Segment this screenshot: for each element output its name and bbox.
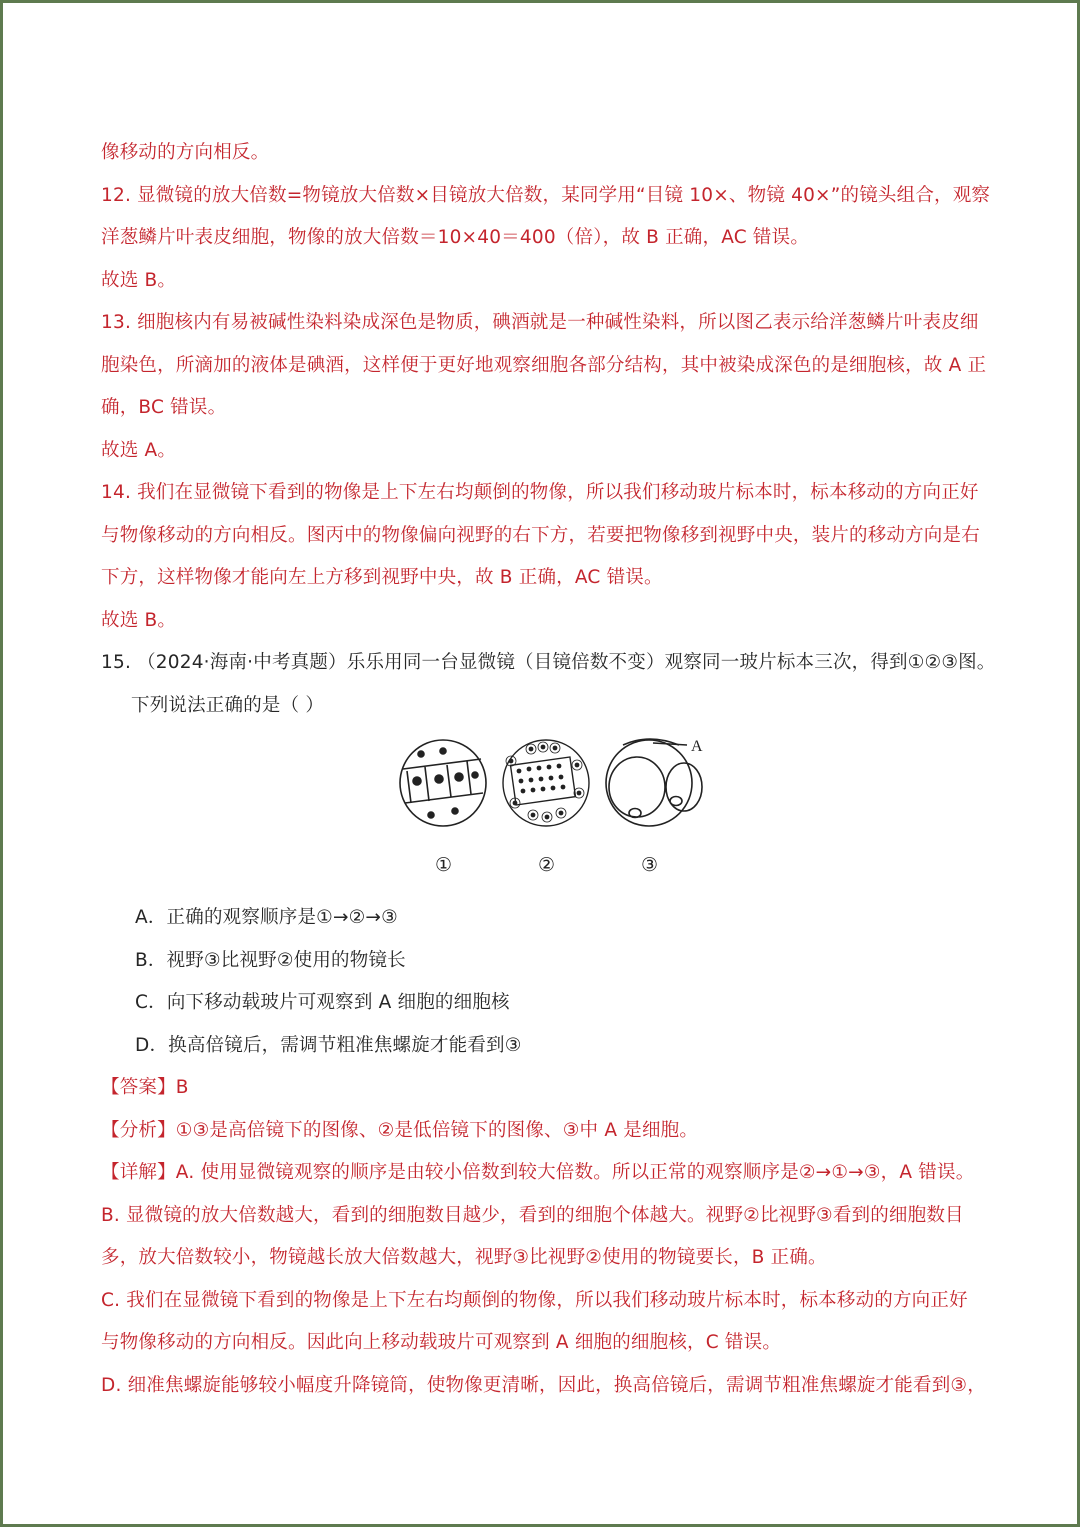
text-line: 故选 A。 — [101, 439, 177, 461]
detail-line: C. 我们在显微镜下看到的物像是上下左右均颠倒的物像，所以我们移动玻片标本时，标本移动的方向正好 — [101, 1289, 968, 1311]
view-3-circle — [606, 739, 702, 826]
question-15-prompt: 下列说法正确的是（ ） — [131, 694, 325, 716]
view-2-circle — [503, 740, 589, 826]
detail-line: B. 显微镜的放大倍数越大，看到的细胞数目越少，看到的细胞个体越大。视野②比视野③看到的细胞数目 — [101, 1204, 964, 1226]
text-line: 故选 B。 — [101, 269, 177, 291]
view-1-circle — [400, 740, 486, 826]
question-15-stem: 15. （2024·海南·中考真题）乐乐用同一台显微镜（目镜倍数不变）观察同一玻片标本三次，得到①②③图。 — [101, 652, 996, 673]
option-d: D．换高倍镜后，需调节粗准焦螺旋才能看到③ — [135, 1034, 522, 1056]
detail-line: 多，放大倍数较小，物镜越长放大倍数越大，视野③比视野②使用的物镜要长，B 正确。 — [101, 1247, 827, 1268]
detail-line: 【详解】A. 使用显微镜观察的顺序是由较小倍数到较大倍数。所以正常的观察顺序是②→①→③，A 错误。 — [101, 1162, 975, 1183]
text-line: 像移动的方向相反。 — [101, 142, 270, 163]
fig-label-1: ① — [435, 854, 453, 876]
text-line: 13. 细胞核内有易被碱性染料染成深色是物质，碘酒就是一种碱性染料，所以图乙表示给洋葱鳞片叶表皮细 — [101, 312, 979, 333]
option-a: A．正确的观察顺序是①→②→③ — [135, 907, 398, 928]
detail-line: D. 细准焦螺旋能够较小幅度升降镜筒，使物像更清晰，因此，换高倍镜后，需调节粗准焦螺旋才能看到③， — [101, 1374, 986, 1396]
option-b: B．视野③比视野②使用的物镜长 — [135, 949, 406, 971]
answer-line: 【答案】B — [101, 1077, 189, 1098]
text-line: 14. 我们在显微镜下看到的物像是上下左右均颠倒的物像，所以我们移动玻片标本时，标本移动的方向正好 — [101, 482, 979, 503]
option-c: C．向下移动载玻片可观察到 A 细胞的细胞核 — [135, 992, 510, 1013]
fig-label-3: ③ — [641, 854, 659, 876]
text-line: 12. 显微镜的放大倍数=物镜放大倍数×目镜放大倍数，某同学用“目镜 10×、物镜 40×”的镜头组合，观察 — [101, 184, 991, 206]
text-line: 下方，这样物像才能向左上方移到视野中央，故 B 正确，AC 错误。 — [101, 567, 663, 588]
text-line: 胞染色，所滴加的液体是碘酒，这样便于更好地观察细胞各部分结构，其中被染成深色的是细胞核，故 A 正 — [101, 354, 987, 376]
text-line: 故选 B。 — [101, 609, 177, 631]
microscope-views-svg — [391, 731, 721, 891]
detail-line: 与物像移动的方向相反。因此向上移动载玻片可观察到 A 细胞的细胞核，C 错误。 — [101, 1332, 782, 1353]
analysis-line: 【分析】①③是高倍镜下的图像、②是低倍镜下的图像、③中 A 是细胞。 — [101, 1119, 699, 1141]
fig-label-a: A — [691, 738, 703, 755]
text-line: 与物像移动的方向相反。图丙中的物像偏向视野的右下方，若要把物像移到视野中央，装片的移动方向是右 — [101, 524, 980, 546]
microscope-figure — [101, 727, 1001, 897]
text-line: 确，BC 错误。 — [101, 397, 227, 418]
document-body — [101, 132, 1001, 1407]
fig-label-2: ② — [538, 854, 556, 876]
text-line: 洋葱鳞片叶表皮细胞，物像的放大倍数＝10×40＝400（倍），故 B 正确，AC 错误。 — [101, 227, 810, 248]
